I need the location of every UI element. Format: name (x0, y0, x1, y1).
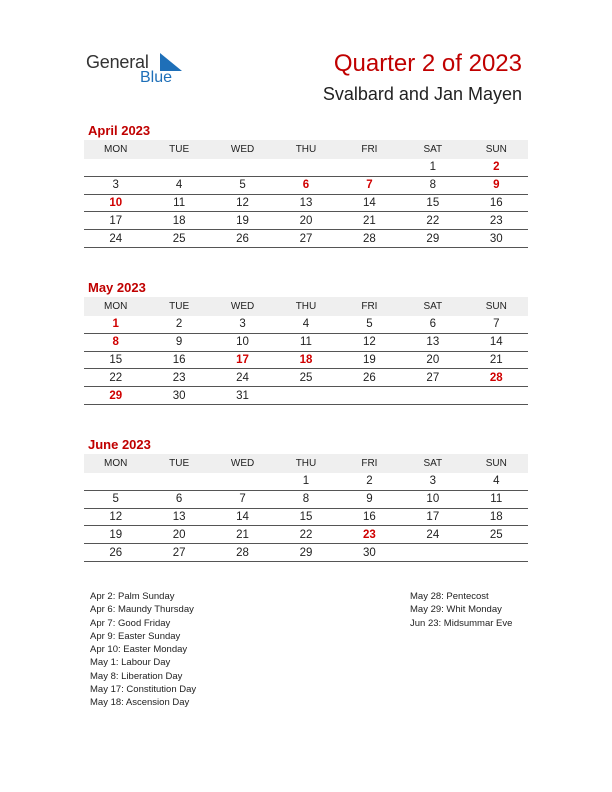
day-cell: 5 (84, 490, 147, 508)
day-cell: 3 (84, 176, 147, 194)
calendar-table (84, 140, 528, 248)
week-row (84, 176, 528, 194)
weekday-header: TUE (147, 297, 210, 316)
weekday-header: TUE (147, 454, 210, 473)
empty-day-cell (274, 387, 337, 405)
day-cell: 21 (211, 526, 274, 544)
day-cell: 25 (147, 230, 210, 248)
day-cell: 12 (211, 194, 274, 212)
holiday-item: Apr 6: Maundy Thursday (90, 604, 194, 616)
day-cell: 5 (211, 176, 274, 194)
day-cell: 12 (84, 508, 147, 526)
month-april (84, 122, 528, 248)
day-cell: 30 (338, 544, 401, 562)
day-cell: 11 (147, 194, 210, 212)
day-cell: 28 (338, 230, 401, 248)
day-cell: 13 (401, 333, 464, 351)
day-cell: 15 (401, 194, 464, 212)
weekday-header: SAT (401, 454, 464, 473)
generalblue-logo (86, 50, 196, 90)
day-cell: 22 (401, 212, 464, 230)
holiday-item: May 18: Ascension Day (90, 697, 190, 709)
day-cell: 20 (147, 526, 210, 544)
month-title: May 2023 (88, 280, 146, 295)
day-cell: 24 (211, 369, 274, 387)
day-cell: 11 (274, 333, 337, 351)
weekday-header-row (84, 454, 528, 473)
day-cell: 24 (84, 230, 147, 248)
weekday-header: FRI (338, 297, 401, 316)
empty-day-cell (274, 159, 337, 176)
day-cell: 16 (338, 508, 401, 526)
day-cell: 16 (147, 351, 210, 369)
day-cell: 10 (401, 490, 464, 508)
holiday-item: May 8: Liberation Day (90, 670, 183, 682)
day-cell: 2 (147, 316, 210, 333)
day-cell: 20 (274, 212, 337, 230)
day-cell: 7 (465, 316, 528, 333)
empty-day-cell (147, 473, 210, 490)
month-june (84, 436, 528, 562)
day-cell: 4 (465, 473, 528, 490)
day-cell: 27 (401, 369, 464, 387)
day-cell: 19 (338, 351, 401, 369)
day-cell: 13 (274, 194, 337, 212)
weekday-header: SUN (465, 454, 528, 473)
day-cell: 27 (274, 230, 337, 248)
weekday-header: FRI (338, 140, 401, 159)
day-cell: 10 (84, 194, 147, 212)
week-row (84, 351, 528, 369)
week-row (84, 159, 528, 176)
day-cell: 18 (274, 351, 337, 369)
page-title: Quarter 2 of 2023 (333, 50, 522, 77)
weekday-header: MON (84, 454, 147, 473)
day-cell: 23 (338, 526, 401, 544)
day-cell: 25 (465, 526, 528, 544)
page-subtitle: Svalbard and Jan Mayen (322, 84, 522, 104)
day-cell: 21 (338, 212, 401, 230)
weekday-header: MON (84, 297, 147, 316)
week-row (84, 369, 528, 387)
weekday-header: FRI (338, 454, 401, 473)
day-cell: 18 (147, 212, 210, 230)
day-cell: 9 (338, 490, 401, 508)
day-cell: 4 (274, 316, 337, 333)
day-cell: 27 (147, 544, 210, 562)
weekday-header: THU (274, 454, 337, 473)
day-cell: 17 (211, 351, 274, 369)
day-cell: 23 (147, 369, 210, 387)
day-cell: 24 (401, 526, 464, 544)
day-cell: 5 (338, 316, 401, 333)
day-cell: 29 (84, 387, 147, 405)
day-cell: 15 (84, 351, 147, 369)
day-cell: 31 (211, 387, 274, 405)
week-row (84, 508, 528, 526)
day-cell: 22 (84, 369, 147, 387)
holiday-item: May 17: Constitution Day (90, 684, 197, 696)
weekday-header: SUN (465, 140, 528, 159)
empty-day-cell (211, 473, 274, 490)
day-cell: 4 (147, 176, 210, 194)
empty-day-cell (401, 387, 464, 405)
week-row (84, 333, 528, 351)
day-cell: 26 (84, 544, 147, 562)
day-cell: 1 (84, 316, 147, 333)
day-cell: 14 (338, 194, 401, 212)
weekday-header: THU (274, 297, 337, 316)
day-cell: 10 (211, 333, 274, 351)
weekday-header: SAT (401, 297, 464, 316)
holiday-list-col2 (410, 590, 512, 630)
empty-day-cell (84, 159, 147, 176)
weekday-header: WED (211, 297, 274, 316)
day-cell: 17 (401, 508, 464, 526)
empty-day-cell (338, 387, 401, 405)
week-row (84, 544, 528, 562)
weekday-header: MON (84, 140, 147, 159)
week-row (84, 194, 528, 212)
empty-day-cell (401, 544, 464, 562)
day-cell: 28 (465, 369, 528, 387)
day-cell: 22 (274, 526, 337, 544)
weekday-header: SAT (401, 140, 464, 159)
month-title: April 2023 (88, 123, 151, 138)
holiday-item: May 29: Whit Monday (410, 604, 502, 616)
day-cell: 19 (211, 212, 274, 230)
week-row (84, 316, 528, 333)
day-cell: 20 (401, 351, 464, 369)
day-cell: 28 (211, 544, 274, 562)
day-cell: 26 (338, 369, 401, 387)
weekday-header: WED (211, 454, 274, 473)
day-cell: 26 (211, 230, 274, 248)
day-cell: 7 (338, 176, 401, 194)
holiday-item: Jun 23: Midsummar Eve (410, 617, 513, 629)
holiday-item: May 1: Labour Day (90, 657, 171, 669)
weekday-header: WED (211, 140, 274, 159)
holiday-item: Apr 2: Palm Sunday (90, 591, 175, 602)
weekday-header-row (84, 140, 528, 159)
day-cell: 16 (465, 194, 528, 212)
day-cell: 6 (147, 490, 210, 508)
weekday-header-row (84, 297, 528, 316)
day-cell: 9 (147, 333, 210, 351)
weekday-header: THU (274, 140, 337, 159)
weekday-header: SUN (465, 297, 528, 316)
day-cell: 2 (465, 159, 528, 176)
day-cell: 14 (465, 333, 528, 351)
day-cell: 2 (338, 473, 401, 490)
day-cell: 25 (274, 369, 337, 387)
day-cell: 3 (211, 316, 274, 333)
calendar-table (84, 297, 528, 405)
day-cell: 1 (401, 159, 464, 176)
day-cell: 30 (465, 230, 528, 248)
weekday-header: TUE (147, 140, 210, 159)
week-row (84, 387, 528, 405)
holiday-item: Apr 9: Easter Sunday (90, 630, 181, 642)
day-cell: 6 (401, 316, 464, 333)
day-cell: 9 (465, 176, 528, 194)
empty-day-cell (338, 159, 401, 176)
empty-day-cell (84, 473, 147, 490)
day-cell: 29 (274, 544, 337, 562)
logo-text-blue: Blue (140, 69, 173, 86)
day-cell: 30 (147, 387, 210, 405)
week-row (84, 473, 528, 490)
week-row (84, 490, 528, 508)
day-cell: 17 (84, 212, 147, 230)
day-cell: 15 (274, 508, 337, 526)
day-cell: 12 (338, 333, 401, 351)
day-cell: 3 (401, 473, 464, 490)
holiday-item: May 28: Pentecost (410, 591, 489, 602)
day-cell: 19 (84, 526, 147, 544)
calendar-table (84, 454, 528, 562)
day-cell: 13 (147, 508, 210, 526)
empty-day-cell (465, 387, 528, 405)
empty-day-cell (211, 159, 274, 176)
empty-day-cell (465, 544, 528, 562)
day-cell: 1 (274, 473, 337, 490)
day-cell: 18 (465, 508, 528, 526)
holiday-item: Apr 10: Easter Monday (90, 644, 188, 656)
day-cell: 8 (401, 176, 464, 194)
day-cell: 11 (465, 490, 528, 508)
day-cell: 14 (211, 508, 274, 526)
day-cell: 8 (274, 490, 337, 508)
month-may (84, 279, 528, 405)
day-cell: 8 (84, 333, 147, 351)
week-row (84, 526, 528, 544)
holiday-item: Apr 7: Good Friday (90, 617, 171, 629)
day-cell: 23 (465, 212, 528, 230)
week-row (84, 212, 528, 230)
week-row (84, 230, 528, 248)
day-cell: 29 (401, 230, 464, 248)
empty-day-cell (147, 159, 210, 176)
logo-text-general: General (86, 52, 149, 72)
day-cell: 6 (274, 176, 337, 194)
day-cell: 21 (465, 351, 528, 369)
holiday-list-col1 (90, 590, 196, 710)
month-title: June 2023 (88, 437, 151, 452)
day-cell: 7 (211, 490, 274, 508)
